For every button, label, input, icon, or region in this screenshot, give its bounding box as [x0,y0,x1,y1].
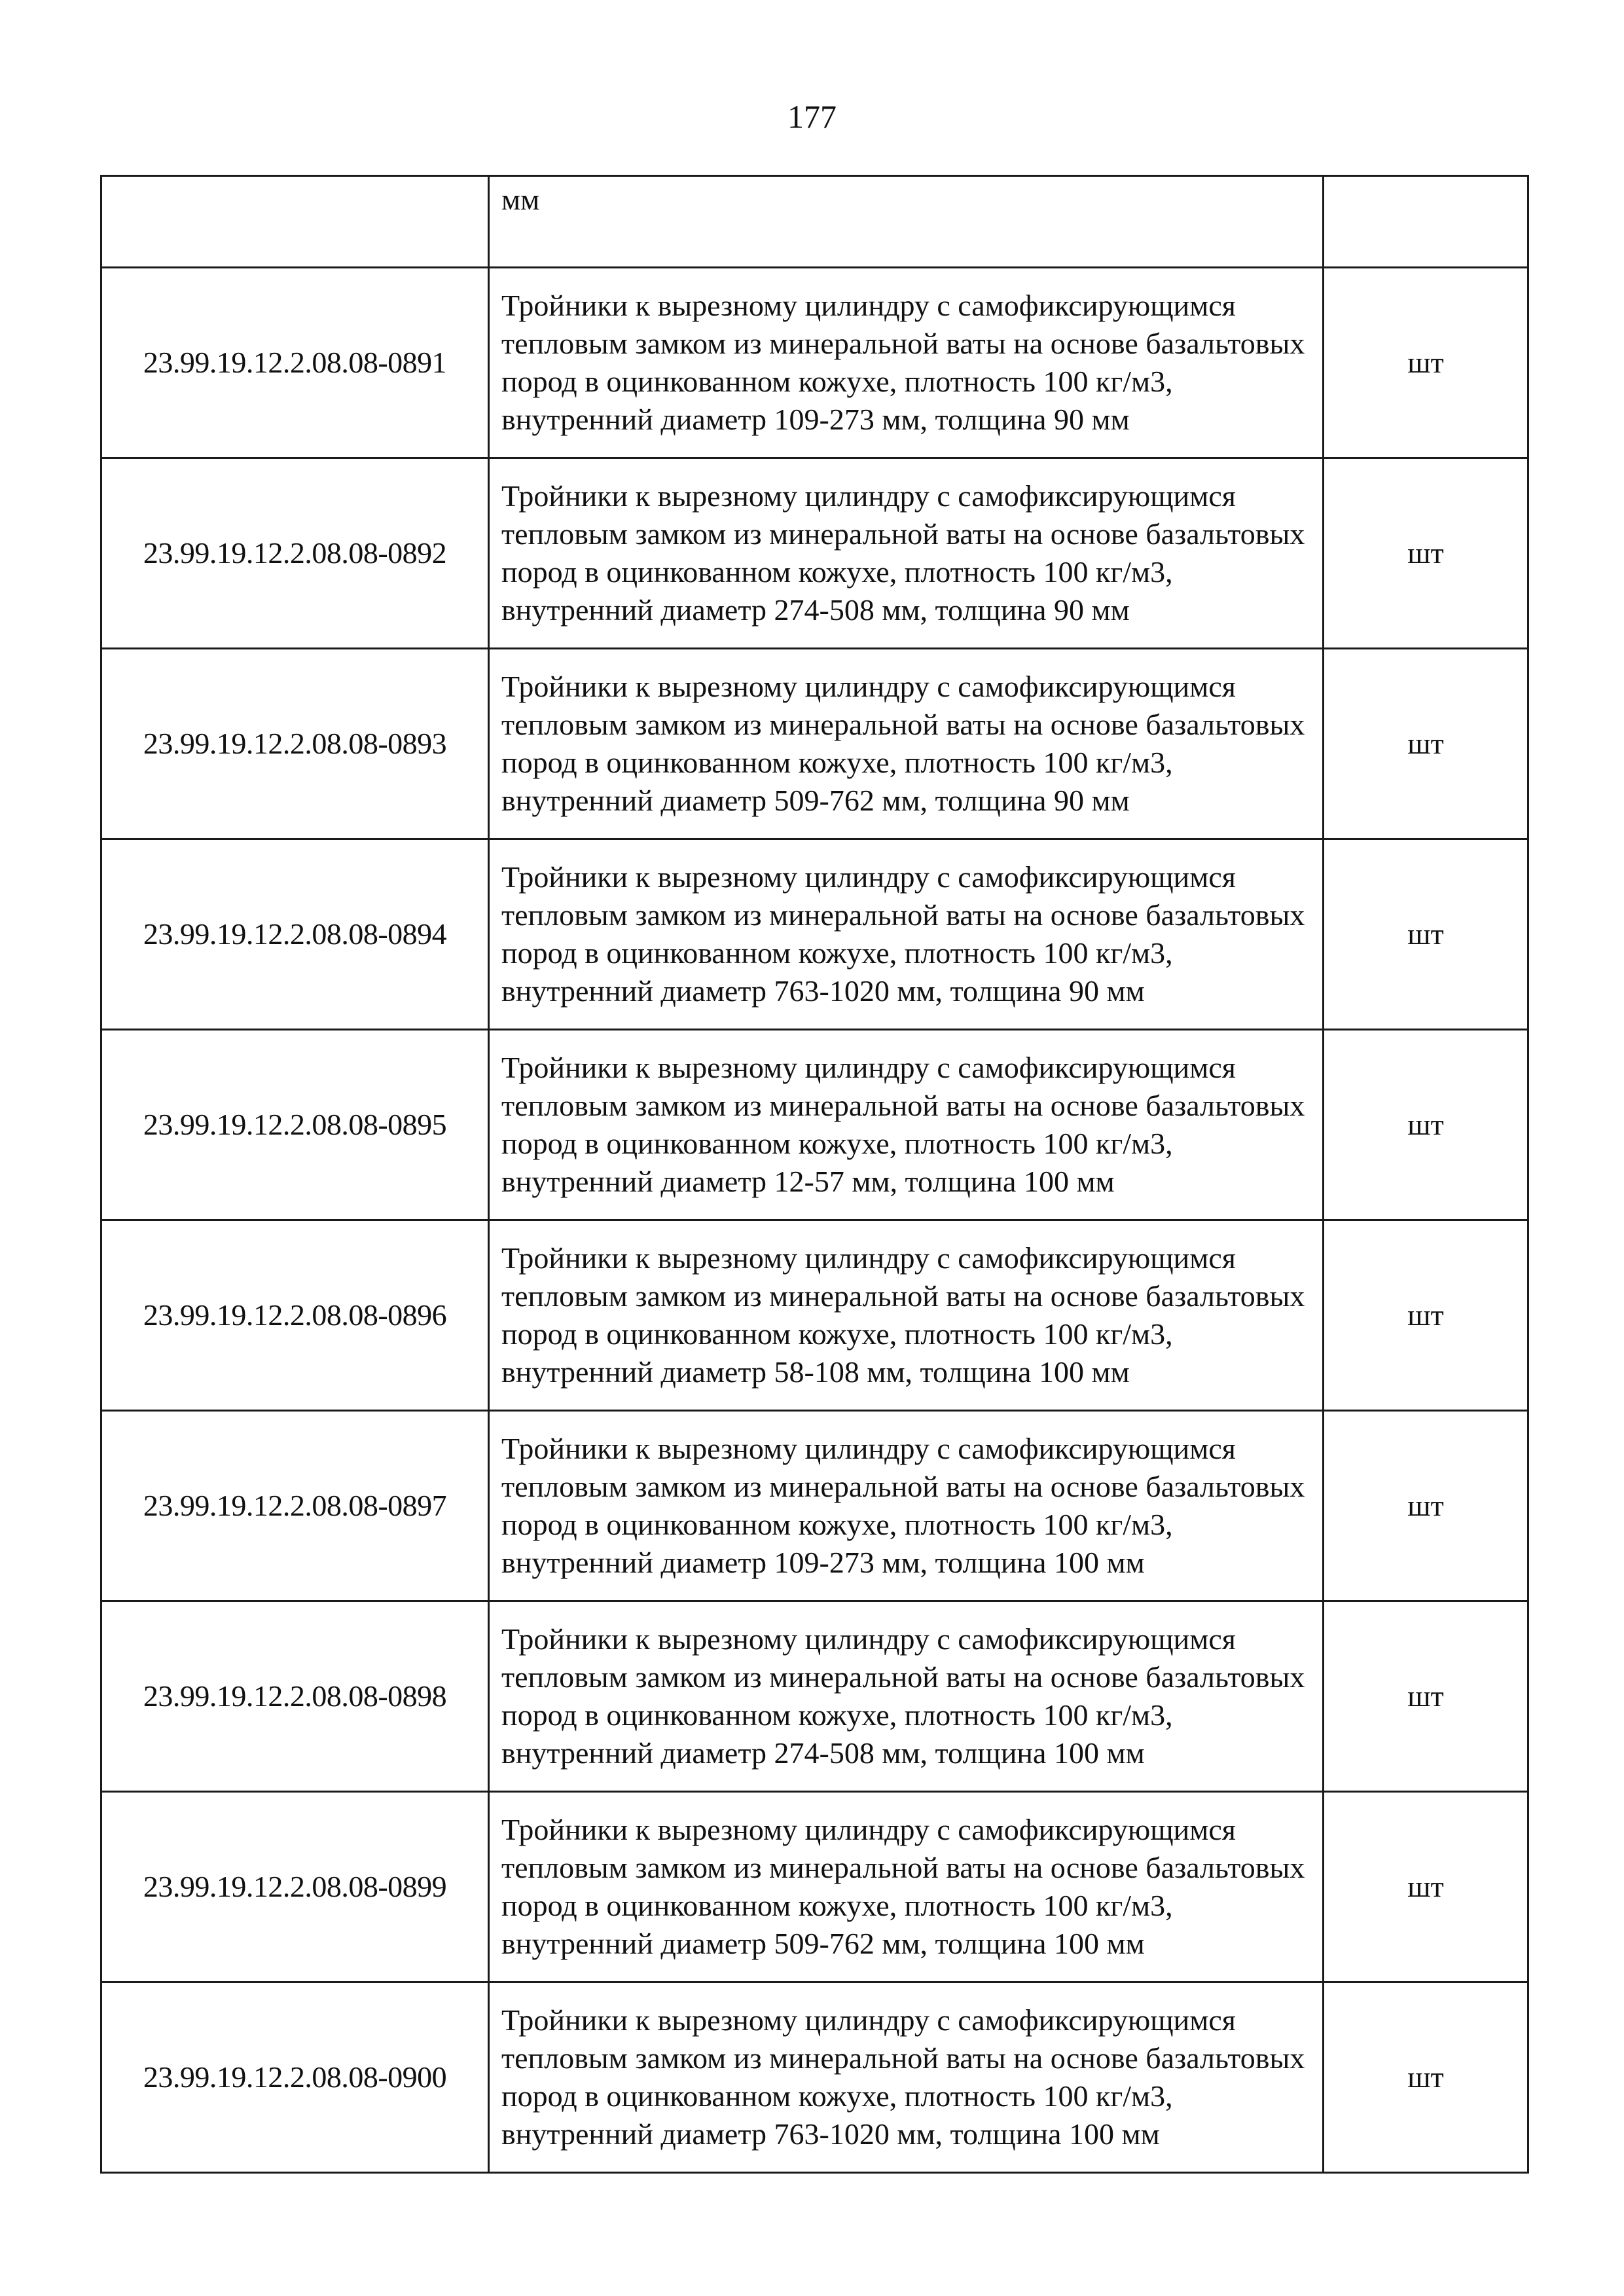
unit-cell [1324,176,1528,268]
resource-code-cell: 23.99.19.12.2.08.08-0896 [101,1220,489,1411]
resource-code-cell [101,176,489,268]
resource-code-cell: 23.99.19.12.2.08.08-0893 [101,649,489,839]
description-cell: Тройники к вырезному цилиндру с самофиксирующимся тепловым замком из минеральной ваты на основе базальтовых пород в оцинкованном кожухе, плотность 100 кг/м3, внутренний диаметр 58-108 мм, толщина 100 мм [489,1220,1324,1411]
unit-cell: шт [1324,1220,1528,1411]
page-number: 177 [787,98,837,135]
resource-code-cell: 23.99.19.12.2.08.08-0892 [101,458,489,649]
resource-code-cell: 23.99.19.12.2.08.08-0898 [101,1601,489,1792]
unit-cell: шт [1324,268,1528,458]
unit-cell: шт [1324,1792,1528,1982]
unit-cell: шт [1324,1982,1528,2173]
description-cell: Тройники к вырезному цилиндру с самофиксирующимся тепловым замком из минеральной ваты на основе базальтовых пород в оцинкованном кожухе, плотность 100 кг/м3, внутренний диаметр 509-762 мм, толщина 100 мм [489,1792,1324,1982]
catalog-table [100,175,1529,2174]
unit-cell: шт [1324,458,1528,649]
description-cell: Тройники к вырезному цилиндру с самофиксирующимся тепловым замком из минеральной ваты на основе базальтовых пород в оцинкованном кожухе, плотность 100 кг/м3, внутренний диаметр 763-1020 мм, толщина 100 мм [489,1982,1324,2173]
resource-code-cell: 23.99.19.12.2.08.08-0899 [101,1792,489,1982]
resource-code-cell: 23.99.19.12.2.08.08-0894 [101,839,489,1030]
description-cell: Тройники к вырезному цилиндру с самофиксирующимся тепловым замком из минеральной ваты на основе базальтовых пород в оцинкованном кожухе, плотность 100 кг/м3, внутренний диаметр 509-762 мм, толщина 90 мм [489,649,1324,839]
description-cell: Тройники к вырезному цилиндру с самофиксирующимся тепловым замком из минеральной ваты на основе базальтовых пород в оцинкованном кожухе, плотность 100 кг/м3, внутренний диаметр 274-508 мм, толщина 90 мм [489,458,1324,649]
description-cell: мм [489,176,1324,268]
unit-cell: шт [1324,1601,1528,1792]
table-row [101,1792,1528,1982]
table-row [101,1411,1528,1601]
continuation-row [101,176,1528,268]
description-cell: Тройники к вырезному цилиндру с самофиксирующимся тепловым замком из минеральной ваты на основе базальтовых пород в оцинкованном кожухе, плотность 100 кг/м3, внутренний диаметр 274-508 мм, толщина 100 мм [489,1601,1324,1792]
unit-cell: шт [1324,1411,1528,1601]
unit-cell: шт [1324,1030,1528,1220]
description-cell: Тройники к вырезному цилиндру с самофиксирующимся тепловым замком из минеральной ваты на основе базальтовых пород в оцинкованном кожухе, плотность 100 кг/м3, внутренний диаметр 763-1020 мм, толщина 90 мм [489,839,1324,1030]
description-cell: Тройники к вырезному цилиндру с самофиксирующимся тепловым замком из минеральной ваты на основе базальтовых пород в оцинкованном кожухе, плотность 100 кг/м3, внутренний диаметр 109-273 мм, толщина 100 мм [489,1411,1324,1601]
resource-code-cell: 23.99.19.12.2.08.08-0897 [101,1411,489,1601]
resource-code-cell: 23.99.19.12.2.08.08-0895 [101,1030,489,1220]
table-row [101,1601,1528,1792]
unit-cell: шт [1324,839,1528,1030]
resource-code-cell: 23.99.19.12.2.08.08-0900 [101,1982,489,2173]
unit-cell: шт [1324,649,1528,839]
table-row [101,1030,1528,1220]
description-cell: Тройники к вырезному цилиндру с самофиксирующимся тепловым замком из минеральной ваты на основе базальтовых пород в оцинкованном кожухе, плотность 100 кг/м3, внутренний диаметр 12-57 мм, толщина 100 мм [489,1030,1324,1220]
table-row [101,839,1528,1030]
description-cell: Тройники к вырезному цилиндру с самофиксирующимся тепловым замком из минеральной ваты на основе базальтовых пород в оцинкованном кожухе, плотность 100 кг/м3, внутренний диаметр 109-273 мм, толщина 90 мм [489,268,1324,458]
table-row [101,649,1528,839]
table-row [101,1220,1528,1411]
resource-code-cell: 23.99.19.12.2.08.08-0891 [101,268,489,458]
table-row [101,1982,1528,2173]
table-row [101,458,1528,649]
table-row [101,268,1528,458]
